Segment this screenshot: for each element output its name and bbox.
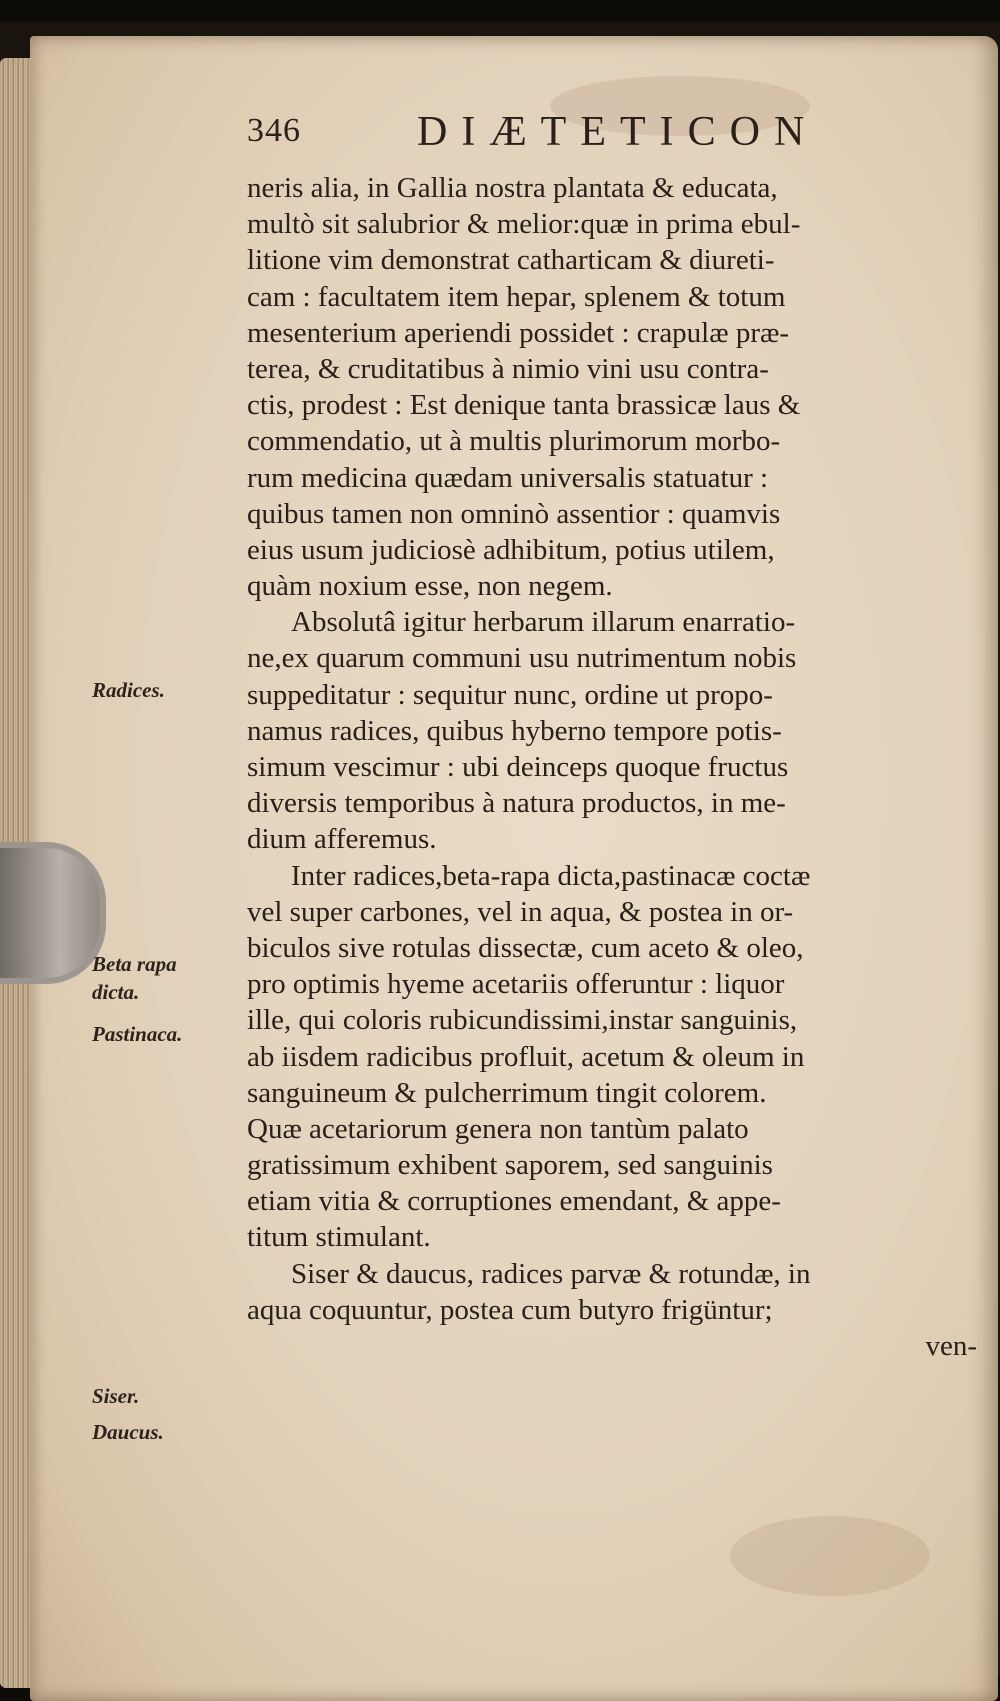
text-line: ne,ex quarum communi usu nutrimentum nobis bbox=[247, 642, 797, 675]
page-number: 346 bbox=[247, 112, 301, 149]
text-line: titum stimulant. bbox=[247, 1221, 431, 1254]
text-line: ab iisdem radicibus profluit, acetum & oleum in bbox=[247, 1040, 805, 1073]
text-line: pro optimis hyeme acetariis offeruntur : liquor bbox=[247, 968, 785, 1001]
text-line: gratissimum exhibent saporem, sed sanguinis bbox=[247, 1149, 773, 1182]
running-title: DIÆTETICON bbox=[417, 109, 819, 155]
text-line: vel super carbones, vel in aqua, & postea in or- bbox=[247, 895, 794, 928]
text-line: etiam vitia & corruptiones emendant, & appe- bbox=[247, 1185, 781, 1218]
body-text bbox=[247, 170, 977, 1364]
text-line: diversis temporibus à natura productos, in me- bbox=[247, 787, 786, 820]
text-line: namus radices, quibus hyberno tempore potis- bbox=[247, 714, 782, 747]
paragraph-start-line: Siser & daucus, radices parvæ & rotundæ, in bbox=[291, 1257, 811, 1290]
text-line: quàm noxium esse, non negem. bbox=[247, 570, 613, 603]
text-line: suppeditatur : sequitur nunc, ordine ut propo- bbox=[247, 678, 773, 711]
catchword: ven- bbox=[925, 1330, 977, 1362]
text-line: Quæ acetariorum genera non tantùm palato bbox=[247, 1112, 749, 1145]
text-line: mesenterium aperiendi possidet : crapulæ præ- bbox=[247, 316, 789, 349]
margin-note-siser: Siser. bbox=[92, 1384, 140, 1408]
text-line: terea, & cruditatibus à nimio vini usu contra- bbox=[247, 352, 769, 385]
text-line: dium afferemus. bbox=[247, 823, 437, 856]
text-line: rum medicina quædam universalis statuatur : bbox=[247, 461, 769, 494]
text-line: eius usum judiciosè adhibitum, potius utilem, bbox=[247, 533, 775, 566]
paragraph-start-line: Inter radices,beta-rapa dicta,pastinacæ coctæ bbox=[291, 859, 811, 892]
text-line: litione vim demonstrat catharticam & diureti- bbox=[247, 244, 775, 277]
text-line: neris alia, in Gallia nostra plantata & educata, bbox=[247, 172, 778, 204]
paragraph-start-line: Absolutâ igitur herbarum illarum enarratio- bbox=[291, 606, 796, 639]
paper-stain bbox=[730, 1516, 930, 1596]
page-clip bbox=[0, 842, 106, 984]
text-line: commendatio, ut à multis plurimorum morbo- bbox=[247, 425, 781, 458]
text-line: sanguineum & pulcherrimum tingit colorem. bbox=[247, 1076, 767, 1109]
text-line: ctis, prodest : Est denique tanta brassicæ laus & bbox=[247, 389, 801, 422]
margin-note-radices: Radices. bbox=[92, 678, 165, 702]
page-header bbox=[247, 109, 887, 162]
text-line: simum vescimur : ubi deinceps quoque fructus bbox=[247, 751, 789, 783]
margin-note-beta-rapa: Beta rapa bbox=[92, 952, 177, 976]
text-line: ille, qui coloris rubicundissimi,instar sanguinis, bbox=[247, 1004, 798, 1037]
text-line: quibus tamen non omninò assentior : quamvis bbox=[247, 497, 781, 530]
margin-note-daucus: Daucus. bbox=[92, 1420, 164, 1444]
margin-note-pastinaca: Pastinaca. bbox=[92, 1022, 183, 1046]
text-line: cam : facultatem item hepar, splenem & totum bbox=[247, 280, 786, 313]
text-line: multò sit salubrior & melior:quæ in prima ebul- bbox=[247, 208, 801, 241]
text-line: aqua coquuntur, postea cum butyro frigüntur; bbox=[247, 1293, 773, 1326]
margin-note-dicta: dicta. bbox=[92, 980, 140, 1004]
text-line: biculos sive rotulas dissectæ, cum aceto & oleo, bbox=[247, 931, 804, 964]
